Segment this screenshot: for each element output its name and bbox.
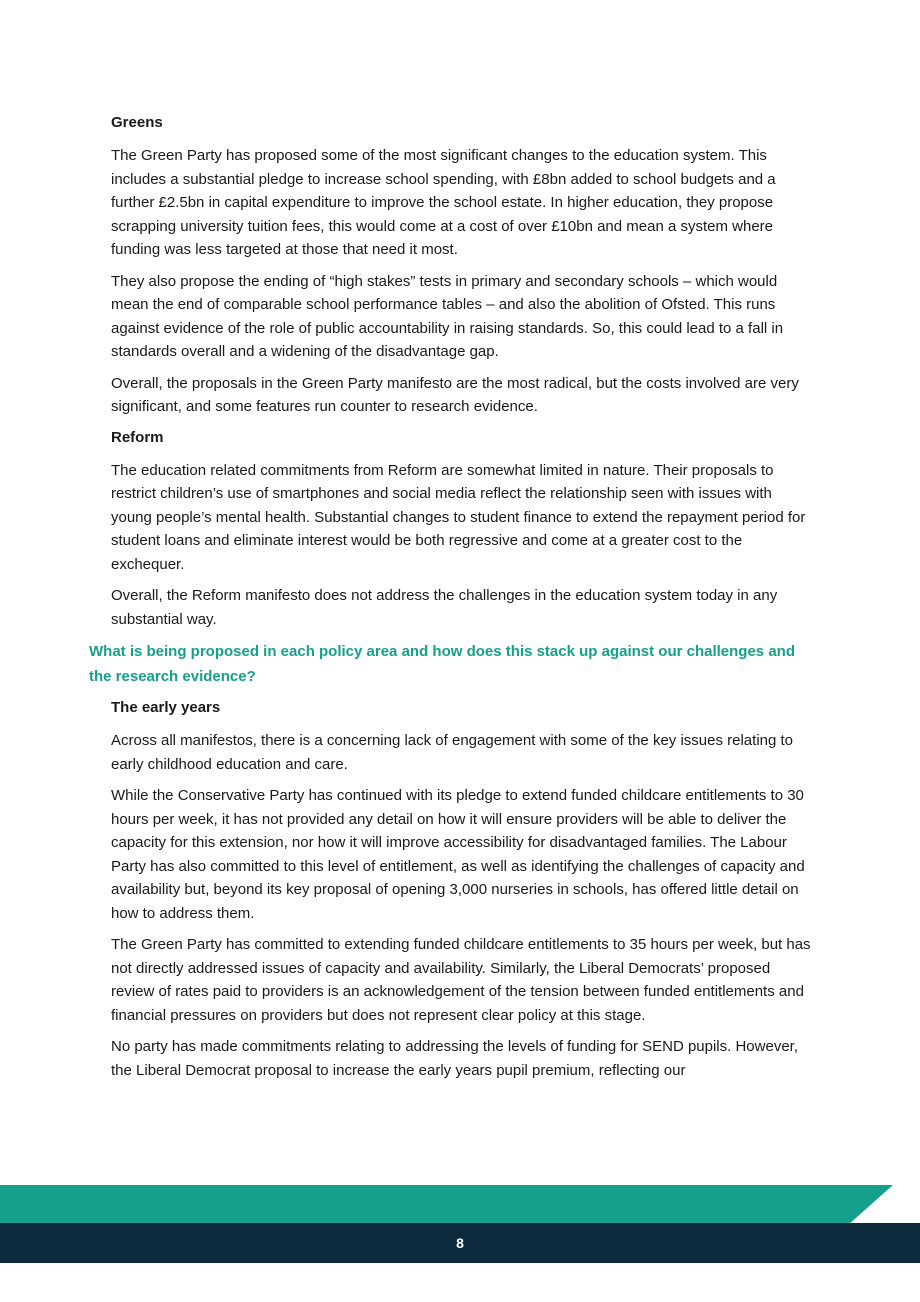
footer-teal-band <box>0 1185 920 1225</box>
reform-heading: Reform <box>111 428 164 446</box>
greens-paragraph-3: Overall, the proposals in the Green Party manifesto are the most radical, but the costs involved are very significant, and some features run counter to research evidence. <box>111 374 799 415</box>
policy-section-heading: What is being proposed in each policy area and how does this stack up against our challenges and the research evidence? <box>89 643 795 685</box>
footer-teal-shape <box>0 1185 893 1225</box>
early-years-heading: The early years <box>111 699 221 716</box>
reform-paragraph-1: The education related commitments from Reform are somewhat limited in nature. Their proposals to restrict children’s use of smartphones and social media reflect the relationship seen with issues with young people’s mental health. Substantial changes to student finance to extend the repayment period for student loans and eliminate interest would be both regressive and come at a greater cost to the exchequer. <box>111 461 806 573</box>
page-number: 8 <box>456 1235 464 1251</box>
early-years-paragraph-1: Across all manifestos, there is a concerning lack of engagement with some of the key issues relating to early childhood education and care. <box>111 732 794 773</box>
page-content <box>89 112 811 1090</box>
greens-heading: Greens <box>111 114 163 131</box>
early-years-paragraph-3: The Green Party has committed to extending funded childcare entitlements to 35 hours per week, but has not directly addressed issues of capacity and availability. Similarly, the Liberal Democrats’ proposed review of rates paid to providers is an acknowledgement of the tension between funded entitlements and financial pressures on providers but does not represent clear policy at this stage. <box>111 936 811 1024</box>
early-years-paragraph-4: No party has made commitments relating to addressing the levels of funding for SEND pupils. However, the Liberal Democrat proposal to increase the early years pupil premium, reflecting our <box>111 1038 798 1079</box>
greens-paragraph-2: They also propose the ending of “high stakes” tests in primary and secondary schools – which would mean the end of comparable school performance tables – and also the abolition of Ofsted. This runs against evidence of the role of public accountability in raising standards. So, this could lead to a fall in standards overall and a widening of the disadvantage gap. <box>111 272 784 360</box>
early-years-paragraph-2: While the Conservative Party has continued with its pledge to extend funded childcare entitlements to 30 hours per week, it has not provided any detail on how it will ensure providers will be able to deliver the capacity for this extension, nor how it will improve accessibility for disadvantaged families. The Labour Party has also committed to this level of entitlement, as well as identifying the challenges of capacity and availability but, beyond its key proposal of opening 3,000 nurseries in schools, has offered little detail on how to address them. <box>111 787 805 922</box>
reform-paragraph-2: Overall, the Reform manifesto does not address the challenges in the education system today in any substantial way. <box>111 587 778 628</box>
greens-paragraph-1: The Green Party has proposed some of the most significant changes to the education system. This includes a substantial pledge to increase school spending, with £8bn added to school budgets and a further £2.5bn in capital expenditure to improve the school estate. In higher education, they propose scrapping university tuition fees, this would come at a cost of over £10bn and mean a system where funding was less targeted at those that need it most. <box>111 147 776 258</box>
